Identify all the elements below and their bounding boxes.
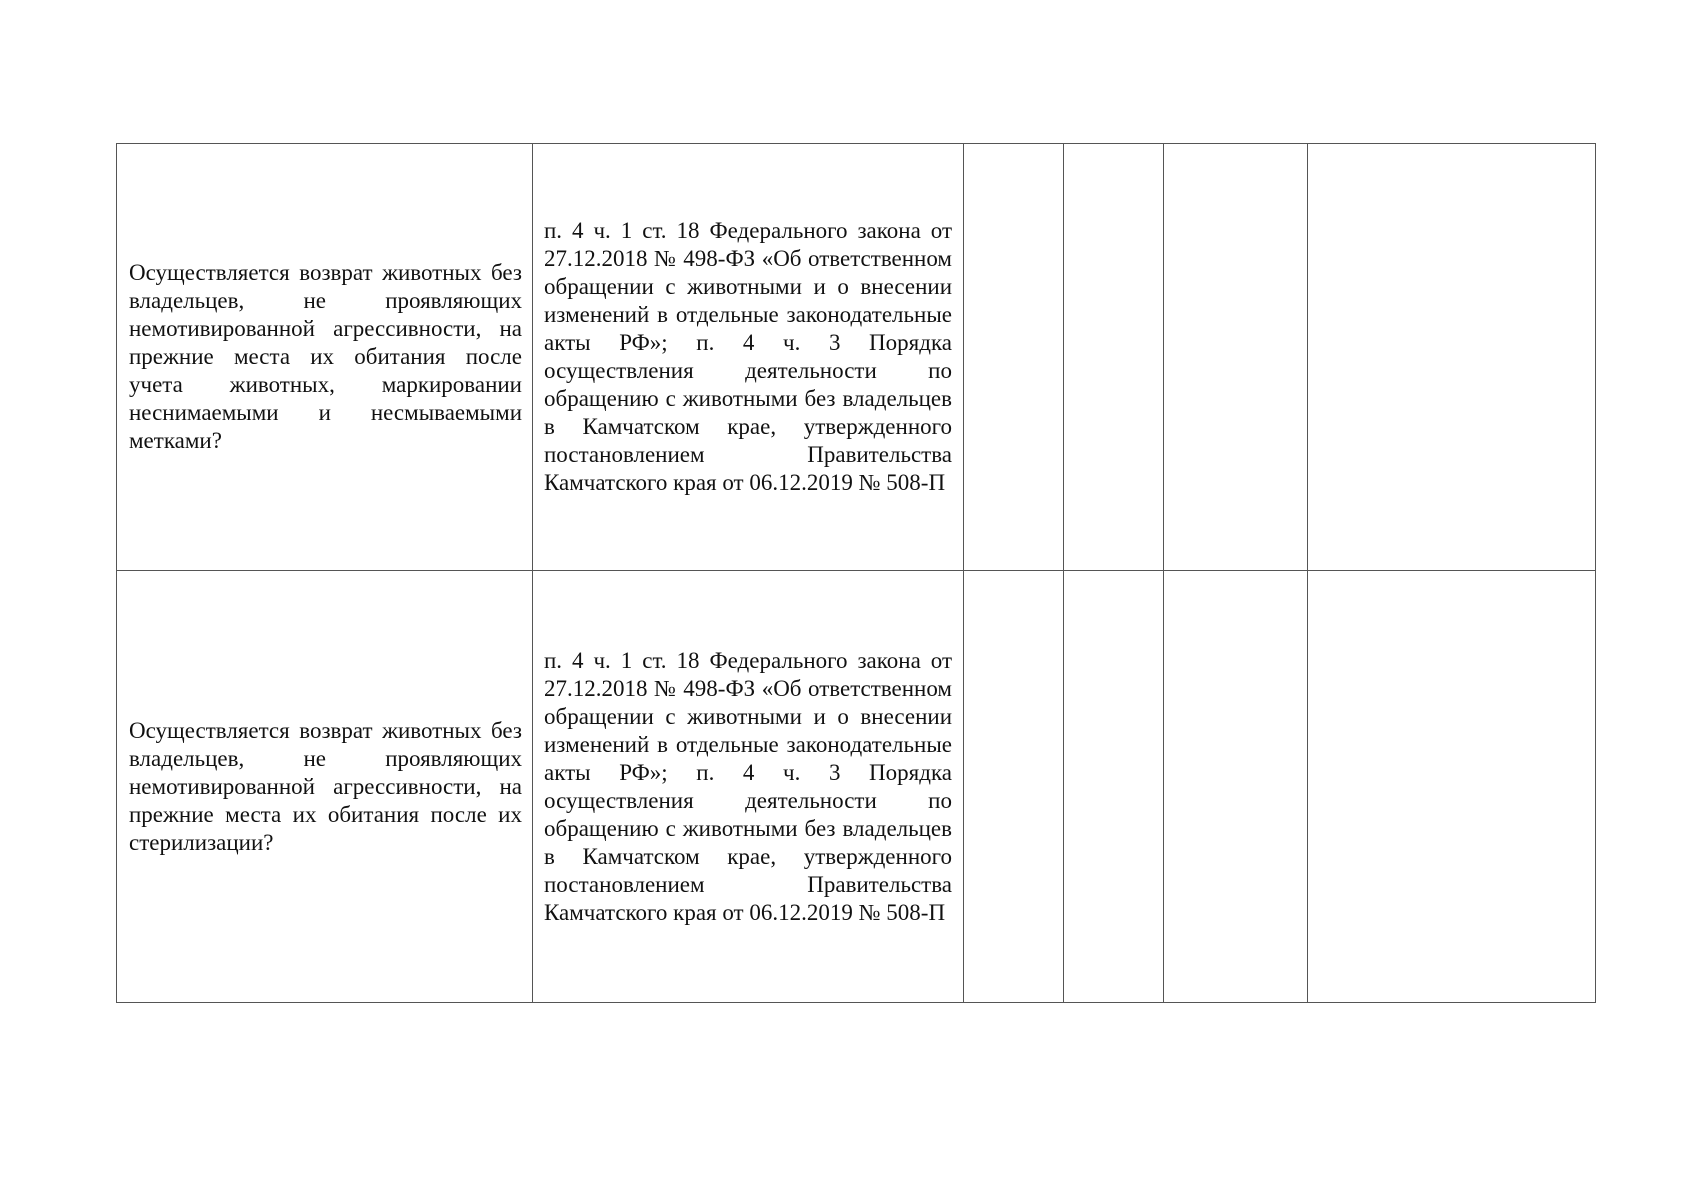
legal-basis-cell — [533, 144, 964, 571]
checklist-table — [116, 143, 1596, 1003]
empty-cell — [1064, 144, 1164, 571]
table-row — [117, 571, 1596, 1003]
question-cell — [117, 571, 533, 1003]
empty-cell — [1164, 144, 1308, 571]
question-cell — [117, 144, 533, 571]
legal-basis-text: п. 4 ч. 1 ст. 18 Федерального закона от 27.12.2018 № 498-ФЗ «Об ответственном обращении с животными и о внесении изменений в отдельные законодательные акты РФ»; п. 4 ч. 3 Порядка осуществления деятельности по обращению с животными без владельцев в Камчатском крае, утвержденного постановлением Правительства Камчатского края от 06.12.2019 № 508-П — [544, 647, 952, 925]
empty-cell — [1064, 571, 1164, 1003]
empty-cell — [1308, 571, 1596, 1003]
question-text: Осуществляется возврат животных без владельцев, не проявляющих немотивированной агрессивности, на прежние места их обитания после учета животных, маркировании неснимаемыми и несмываемыми метками? — [129, 260, 522, 453]
question-text: Осуществляется возврат животных без владельцев, не проявляющих немотивированной агрессивности, на прежние места их обитания после их стерилизации? — [129, 717, 522, 855]
legal-basis-cell — [533, 571, 964, 1003]
empty-cell — [1308, 144, 1596, 571]
empty-cell — [1164, 571, 1308, 1003]
table-row — [117, 144, 1596, 571]
empty-cell — [964, 144, 1064, 571]
legal-basis-text: п. 4 ч. 1 ст. 18 Федерального закона от 27.12.2018 № 498-ФЗ «Об ответственном обращении с животными и о внесении изменений в отдельные законодательные акты РФ»; п. 4 ч. 3 Порядка осуществления деятельности по обращению с животными без владельцев в Камчатском крае, утвержденного постановлением Правительства Камчатского края от 06.12.2019 № 508-П — [544, 218, 952, 495]
empty-cell — [964, 571, 1064, 1003]
